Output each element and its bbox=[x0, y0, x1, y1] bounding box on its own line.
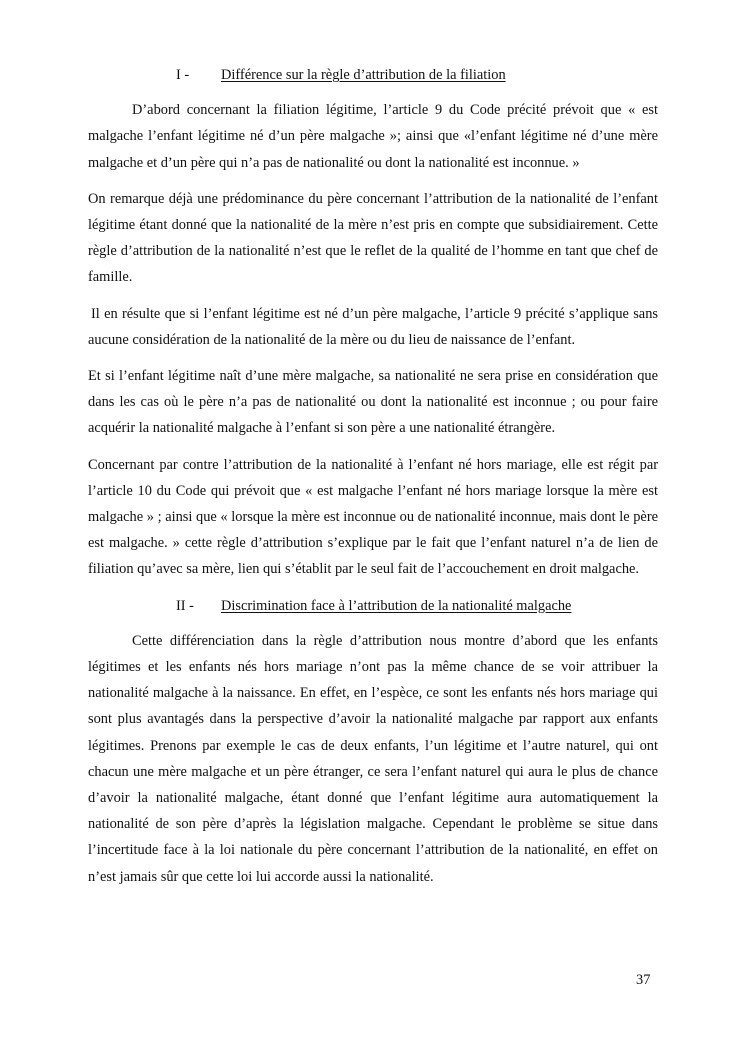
section-title-2: Discrimination face à l’attribution de la nationalité malgache bbox=[221, 597, 572, 614]
section-title-1: Différence sur la règle d’attribution de la filiation bbox=[221, 67, 506, 83]
paragraph-hors-mariage: Concernant par contre l’attribution de la nationalité à l’enfant né hors mariage, elle est régit par l’article 10 du Code qui prévoit que « est malgache l’enfant né hors mariage lorsque la mère est malgache » ; ainsi que « lorsque la mère est inconnue ou de nationalité inconnue, mais dont le père est malgache. » cette règle d’attribution s’explique par le fait que l’enfant naturel n’a de lien de filiation qu’avec sa mère, lien qui s’établit par le seul fait de l’accouchement en droit malgache. bbox=[88, 456, 658, 578]
paragraph-mere-malgache: Et si l’enfant légitime naît d’une mère malgache, sa nationalité ne sera prise en considération que dans les cas où le père n’a pas de nationalité ou dont la nationalité est inconnue ; ou pour faire acquérir la nationalité malgache à l’enfant si son père a une nationalité étrangère. bbox=[88, 368, 658, 437]
paragraph-article-9: D’abord concernant la filiation légitime, l’article 9 du Code précité prévoit que « est malgache l’enfant légitime né d’un père malgache »; ainsi que «l’enfant légitime né d’une mère malgache et d’un père qui n’a pas de nationalité ou dont la nationalité est inconnue. » bbox=[88, 102, 658, 171]
paragraph-consequence: Il en résulte que si l’enfant légitime est né d’un père malgache, l’article 9 précité s’applique sans aucune considération de la nationalité de la mère ou du lieu de naissance de l’enfant. bbox=[88, 305, 658, 348]
page-number: 37 bbox=[636, 972, 651, 988]
section-heading-2 bbox=[88, 593, 658, 619]
section-number-2: II - bbox=[176, 597, 194, 614]
section-number-1: I - bbox=[176, 67, 190, 83]
paragraph-predominance-pere: On remarque déjà une prédominance du père concernant l’attribution de la nationalité de l’enfant légitime étant donné que la nationalité de la mère n’est pris en compte que subsidiairement. Cette règle d’attribution de la nationalité n’est que le reflet de la qualité de l’homme en tant que chef de famille. bbox=[88, 190, 658, 286]
paragraph-discrimination: Cette différenciation dans la règle d’attribution nous montre d’abord que les enfants légitimes et les enfants nés hors mariage n’ont pas la même chance de se voir attribuer la nationalité malgache à la naissance. En effet, en l’espèce, ce sont les enfants nés hors mariage qui sont plus avantagés dans la perspective d’avoir la nationalité malgache par rapport aux enfants légitimes. Prenons par exemple le cas de deux enfants, l’un légitime et l’autre naturel, qui ont chacun une mère malgache et un père étranger, ce sera l’enfant naturel qui aura le plus de chance d’avoir la nationalité malgache, étant donné que l’enfant légitime aura automatiquement la nationalité de son père d’après la législation malgache. Cependant le problème se situe dans l’incertitude face à la loi nationale du père concernant l’attribution de la nationalité, en effet on n’est jamais sûr que cette loi lui accorde aussi la nationalité. bbox=[88, 632, 658, 885]
section-heading-1 bbox=[88, 62, 658, 88]
document-page bbox=[88, 62, 658, 900]
